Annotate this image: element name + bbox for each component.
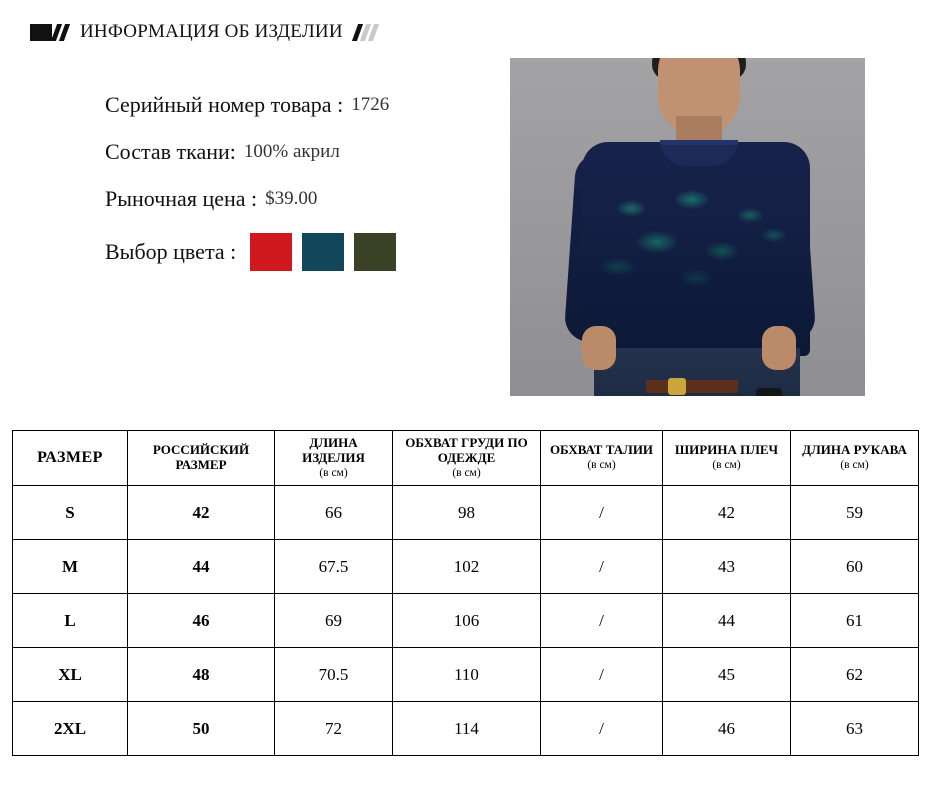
header-garment-length (275, 431, 393, 486)
cell-chest-girth: 106 (393, 594, 541, 648)
info-row-serial (105, 92, 505, 118)
table-row (13, 594, 919, 648)
product-photo (510, 58, 865, 396)
header-right-decoration (355, 24, 379, 41)
cell-garment-length: 67.5 (275, 540, 393, 594)
header-sleeve-length (791, 431, 919, 486)
cell-sleeve-length: 61 (791, 594, 919, 648)
table-row (13, 486, 919, 540)
header-waist-girth-unit: (в см) (587, 459, 616, 472)
market-price-value: $39.00 (265, 188, 318, 209)
cell-shoulder-width: 45 (663, 648, 791, 702)
product-info-block (105, 92, 505, 292)
info-row-color (105, 233, 505, 271)
color-swatch-teal-blue[interactable] (302, 233, 344, 271)
cell-shoulder-width: 42 (663, 486, 791, 540)
header-russian-size (128, 431, 275, 486)
cell-size: XL (13, 648, 128, 702)
cell-shoulder-width: 44 (663, 594, 791, 648)
header-shoulder-width (663, 431, 791, 486)
table-row (13, 648, 919, 702)
model-left-hand (582, 326, 616, 370)
header-shoulder-width-text: ШИРИНА ПЛЕЧ (674, 442, 779, 458)
cell-chest-girth: 102 (393, 540, 541, 594)
color-swatch-red[interactable] (250, 233, 292, 271)
cell-chest-girth: 114 (393, 702, 541, 756)
cell-garment-length: 72 (275, 702, 393, 756)
header-size (13, 431, 128, 486)
sweater-green-pattern (588, 186, 804, 298)
cell-sleeve-length: 60 (791, 540, 919, 594)
header-russian-size-text: РОССИЙСКИЙ РАЗМЕР (152, 442, 250, 472)
cell-russian-size: 44 (128, 540, 275, 594)
cell-shoulder-width: 46 (663, 702, 791, 756)
cell-chest-girth: 110 (393, 648, 541, 702)
header-chest-girth-unit: (в см) (452, 466, 481, 479)
cell-russian-size: 46 (128, 594, 275, 648)
size-table (12, 430, 919, 756)
fabric-composition-value: 100% акрил (243, 141, 340, 162)
market-price-label: Рыночная цена : (105, 186, 258, 211)
header-shoulder-width-unit: (в см) (712, 459, 741, 472)
cell-waist-girth: / (541, 648, 663, 702)
cell-size: S (13, 486, 128, 540)
page-title: ИНФОРМАЦИЯ ОБ ИЗДЕЛИИ (80, 21, 343, 42)
header-sleeve-length-unit: (в см) (840, 459, 869, 472)
color-choice-label: Выбор цвета : (105, 239, 237, 264)
cell-waist-girth: / (541, 702, 663, 756)
header-chest-girth (393, 431, 541, 486)
header-chest-girth-text: ОБХВАТ ГРУДИ ПО ОДЕЖДЕ (405, 434, 528, 465)
header-garment-length-text: ДЛИНА ИЗДЕЛИЯ (302, 434, 365, 465)
cell-sleeve-length: 63 (791, 702, 919, 756)
header-size-text: РАЗМЕР (37, 448, 103, 466)
size-table-head (13, 431, 919, 486)
model-belt-buckle (668, 378, 686, 395)
cell-russian-size: 42 (128, 486, 275, 540)
cell-garment-length: 66 (275, 486, 393, 540)
header-block-dark (30, 24, 52, 41)
cell-size: M (13, 540, 128, 594)
cell-waist-girth: / (541, 486, 663, 540)
cell-chest-girth: 98 (393, 486, 541, 540)
cell-sleeve-length: 62 (791, 648, 919, 702)
model-right-hand (762, 326, 796, 370)
cell-garment-length: 70.5 (275, 648, 393, 702)
table-row (13, 702, 919, 756)
cell-waist-girth: / (541, 540, 663, 594)
model-wristwatch (756, 388, 782, 396)
table-header-row (13, 431, 919, 486)
info-row-price (105, 186, 505, 212)
header-waist-girth-text: ОБХВАТ ТАЛИИ (549, 442, 654, 458)
header-waist-girth (541, 431, 663, 486)
cell-size: L (13, 594, 128, 648)
header-sleeve-length-text: ДЛИНА РУКАВА (802, 442, 907, 458)
cell-russian-size: 50 (128, 702, 275, 756)
cell-russian-size: 48 (128, 648, 275, 702)
color-swatch-olive-green[interactable] (354, 233, 396, 271)
table-row (13, 540, 919, 594)
serial-number-label: Серийный номер товара : (105, 92, 344, 117)
fabric-composition-label: Состав ткани: (105, 139, 236, 164)
color-swatch-list (250, 233, 406, 271)
cell-waist-girth: / (541, 594, 663, 648)
serial-number-value: 1726 (351, 94, 390, 115)
model-belt (646, 380, 738, 393)
info-row-fabric (105, 139, 505, 165)
header-garment-length-unit: (в см) (319, 466, 348, 479)
header-left-decoration (30, 24, 70, 41)
cell-sleeve-length: 59 (791, 486, 919, 540)
page-header (0, 16, 930, 48)
cell-garment-length: 69 (275, 594, 393, 648)
cell-shoulder-width: 43 (663, 540, 791, 594)
size-chart (12, 430, 918, 756)
cell-size: 2XL (13, 702, 128, 756)
size-table-body (13, 486, 919, 756)
